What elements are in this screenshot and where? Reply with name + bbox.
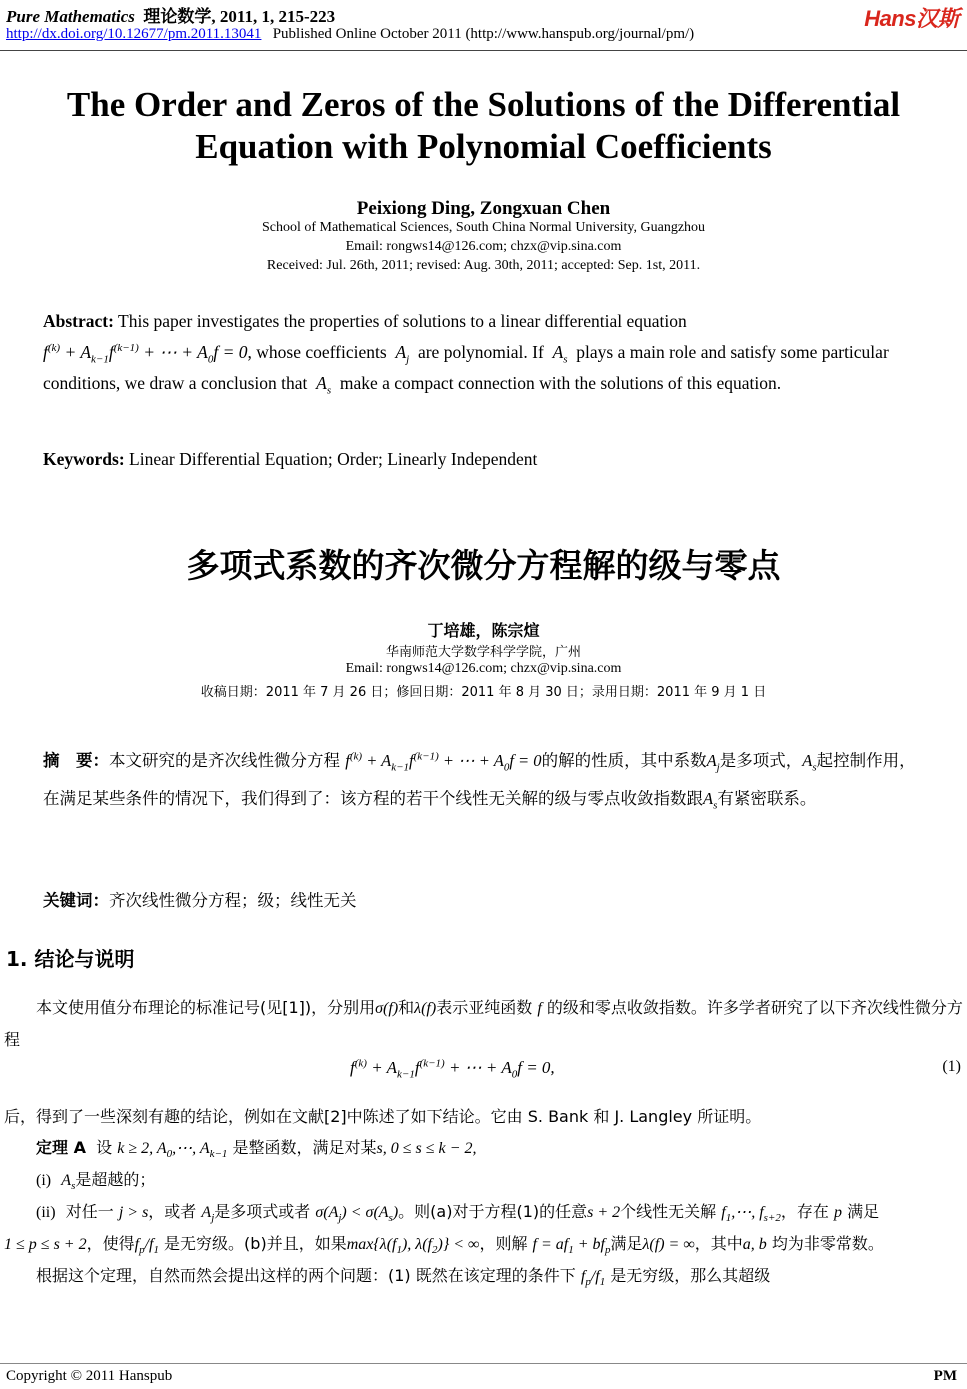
item-ii-g: 满足 — [847, 1202, 880, 1221]
coef-aj-cn: $A_j$ — [706, 751, 720, 774]
paper-title-en: The Order and Zeros of the Solutions of the Differential Equation with Polynomial Coefficients — [66, 85, 901, 166]
equation-inline: $f^{(k)} + A_{k-1}f^{(k-1)}$ + ⋯ + $A_0f = 0$ — [43, 342, 248, 366]
coef-as-2: $A_s$ — [316, 373, 332, 397]
item-ii-c: 是多项式或者 — [214, 1202, 311, 1221]
p3-b: 是无穷级，那么其超级 — [610, 1266, 771, 1285]
item-ii-j: ，则解 — [479, 1234, 528, 1253]
p-range: 1 ≤ p ≤ s + 2 — [4, 1236, 87, 1253]
keywords-label-en: Keywords: — [43, 449, 125, 469]
f-var: f — [537, 1000, 542, 1017]
hans-logo: Hans汉斯 — [864, 6, 959, 31]
journal-name: Pure Mathematics — [6, 7, 135, 26]
item-ii-a: 对任一 — [65, 1202, 114, 1221]
coef-as: $A_s$ — [552, 342, 568, 366]
footer-divider — [0, 1363, 967, 1364]
theorem-cond: k ≥ 2, $A_0,\cdots$, $A_{k-1}$ — [117, 1140, 228, 1161]
fp-over-f1-2: $f_p/f_1$ — [580, 1268, 606, 1289]
item-i-as: $A_s$ — [61, 1172, 76, 1193]
received-en: Received: Jul. 26th, 2011; revised: Aug. 30th, 2011; accepted: Sep. 1st, 2011. — [266, 258, 701, 273]
item-ii-d: 。则(a)对于方程(1)的任意 — [398, 1202, 588, 1221]
fp-over-f1: $f_p/f_1$ — [134, 1236, 159, 1257]
equation-number: (1) — [942, 1058, 961, 1075]
sigma-f: σ(f) — [375, 1000, 399, 1017]
abstract-en-eq-tail: , whose coefficients — [247, 342, 387, 362]
abstract-en-rest: plays a main role and satisfy some particular conditions, we draw a conclusion that — [43, 342, 889, 393]
max-lambda: $\max\{\lambda(f_1)$, $\lambda(f_2)$} < ∞ — [346, 1236, 480, 1257]
a-b-consts: a, b — [742, 1236, 767, 1253]
published-line: Published Online October 2011 (http://www.hanspub.org/journal/pm/) — [272, 26, 695, 42]
affiliation-cn: 华南师范大学数学科学学院，广州 — [385, 645, 581, 660]
keywords-text-cn: 齐次线性微分方程；级；线性无关 — [109, 891, 357, 910]
keywords-label-cn: 关键词： — [43, 891, 109, 910]
theorem-b: 是整函数，满足对某 — [232, 1138, 377, 1157]
email-cn: Email: rongws14@126.com; chzx@vip.sina.com — [345, 661, 622, 676]
coef-as-cn: $A_s$ — [802, 751, 817, 774]
p1-b: 和 — [398, 998, 415, 1017]
theorem-label: 定理 A — [36, 1138, 86, 1157]
f-combo: $f = af_1 + bf_p$ — [532, 1236, 611, 1257]
journal-header — [6, 2, 335, 27]
coef-as-cn-2: $A_s$ — [703, 789, 718, 812]
section-heading: 1. 结论与说明 — [6, 947, 135, 971]
abstract-en-mid: are polynomial. If — [417, 342, 544, 362]
sigma-compare: $\sigma(A_j) < \sigma(A_s)$ — [315, 1204, 399, 1225]
item-ii-aj: $A_j$ — [201, 1204, 215, 1225]
section1-paragraph1 — [4, 992, 964, 1055]
item-ii-f: ，存在 — [780, 1202, 829, 1221]
item-ii-h: ，使得 — [86, 1234, 135, 1253]
p1-a: 本文使用值分布理论的标准记号(见[1])，分别用 — [36, 998, 376, 1017]
lambda-inf: λ(f) = ∞ — [642, 1236, 695, 1253]
solutions-list: $f_1,\cdots$, $f_{s+2}$ — [721, 1204, 781, 1225]
abstract-cn-part5: 有紧密联系。 — [717, 789, 817, 808]
footer-copyright: Copyright © 2011 Hanspub — [6, 1368, 173, 1384]
journal-issue: 理论数学, 2011, 1, 215-223 — [143, 7, 336, 26]
item-ii-b: ，或者 — [148, 1202, 197, 1221]
received-cn: 收稿日期：2011 年 7 月 26 日；修回日期：2011 年 8 月 30 日；录用日期：2011 年 9 月 1 日 — [200, 685, 767, 700]
abstract-en-end: make a compact connection with the solutions of this equation. — [339, 373, 782, 393]
abstract-cn — [43, 742, 923, 818]
keywords-text-en: Linear Differential Equation; Order; Linearly Independent — [129, 449, 538, 469]
equation-1-body: $f^{(k)} + A_{k-1}f^{(k-1)}$ + ⋯ + $A_0f = 0$, — [350, 1057, 555, 1081]
doi-link[interactable]: http://dx.doi.org/10.12677/pm.2011.13041 — [6, 26, 262, 42]
coef-aj: $A_j$ — [395, 342, 410, 366]
email-en: Email: rongws14@126.com; chzx@vip.sina.com — [345, 239, 622, 254]
section1-paragraph2 — [4, 1101, 964, 1292]
abstract-en — [43, 306, 923, 399]
item-ii-e: 个线性无关解 — [620, 1202, 717, 1221]
lambda-f: λ(f) — [414, 1000, 437, 1017]
item-i: 是超越的； — [75, 1170, 156, 1189]
keywords-en — [43, 444, 923, 475]
abstract-cn-part3: 是多项式， — [719, 751, 803, 770]
abstract-en-intro: This paper investigates the properties of solutions to a linear differential equation — [118, 311, 687, 331]
theorem-a: 设 — [96, 1138, 113, 1157]
item-ii-label: (ii) — [36, 1204, 56, 1221]
equation-inline-cn: $f^{(k)} + A_{k-1}f^{(k-1)}$ + ⋯ + $A_0f = 0$ — [345, 750, 542, 774]
p3-a: 根据这个定理，自然而然会提出这样的两个问题：(1) 既然在该定理的条件下 — [36, 1266, 576, 1285]
affiliation-en: School of Mathematical Sciences, South China Normal University, Guangzhou — [261, 220, 706, 235]
p1-d: 的级和零点收敛指数。许多学者研究了以下齐次线性微分方程 — [4, 998, 963, 1049]
abstract-cn-part4: 起控制作用，在满足某些条件的情况下，我们得到了：该方程的若干个线性无关解的级与零点收敛指数跟 — [43, 751, 916, 808]
item-ii-l: ，其中 — [694, 1234, 743, 1253]
authors-cn: 丁培雄，陈宗煊 — [427, 621, 540, 640]
abstract-cn-part1: 本文研究的是齐次线性微分方程 — [109, 751, 340, 770]
p2: 后，得到了一些深刻有趣的结论，例如在文献[2]中陈述了如下结论。它由 S. Bank 和 J. Langley 所证明。 — [4, 1107, 762, 1126]
item-ii-m: 均为非零常数。 — [771, 1234, 884, 1253]
item-ii-i: 是无穷级。(b)并且，如果 — [164, 1234, 347, 1253]
j-gt-s: j > s — [118, 1204, 149, 1221]
abstract-cn-part2: 的解的性质，其中系数 — [541, 751, 707, 770]
abstract-label-en: Abstract: — [43, 311, 114, 331]
s-plus-2: s + 2 — [587, 1204, 621, 1221]
footer-journal-abbr: PM — [933, 1368, 957, 1384]
item-ii-k: 满足 — [610, 1234, 643, 1253]
header-divider — [0, 50, 967, 51]
p-var: p — [834, 1204, 842, 1221]
paper-title-cn: 多项式系数的齐次微分方程解的级与零点 — [186, 546, 781, 585]
item-i-label: (i) — [36, 1172, 52, 1189]
abstract-label-cn: 摘 要： — [43, 751, 109, 770]
theorem-range: s, 0 ≤ s ≤ k − 2, — [376, 1140, 477, 1157]
p1-c: 表示亚纯函数 — [436, 998, 533, 1017]
doi-line — [6, 26, 694, 43]
keywords-cn — [43, 882, 923, 920]
authors-en: Peixiong Ding, Zongxuan Chen — [356, 198, 611, 219]
